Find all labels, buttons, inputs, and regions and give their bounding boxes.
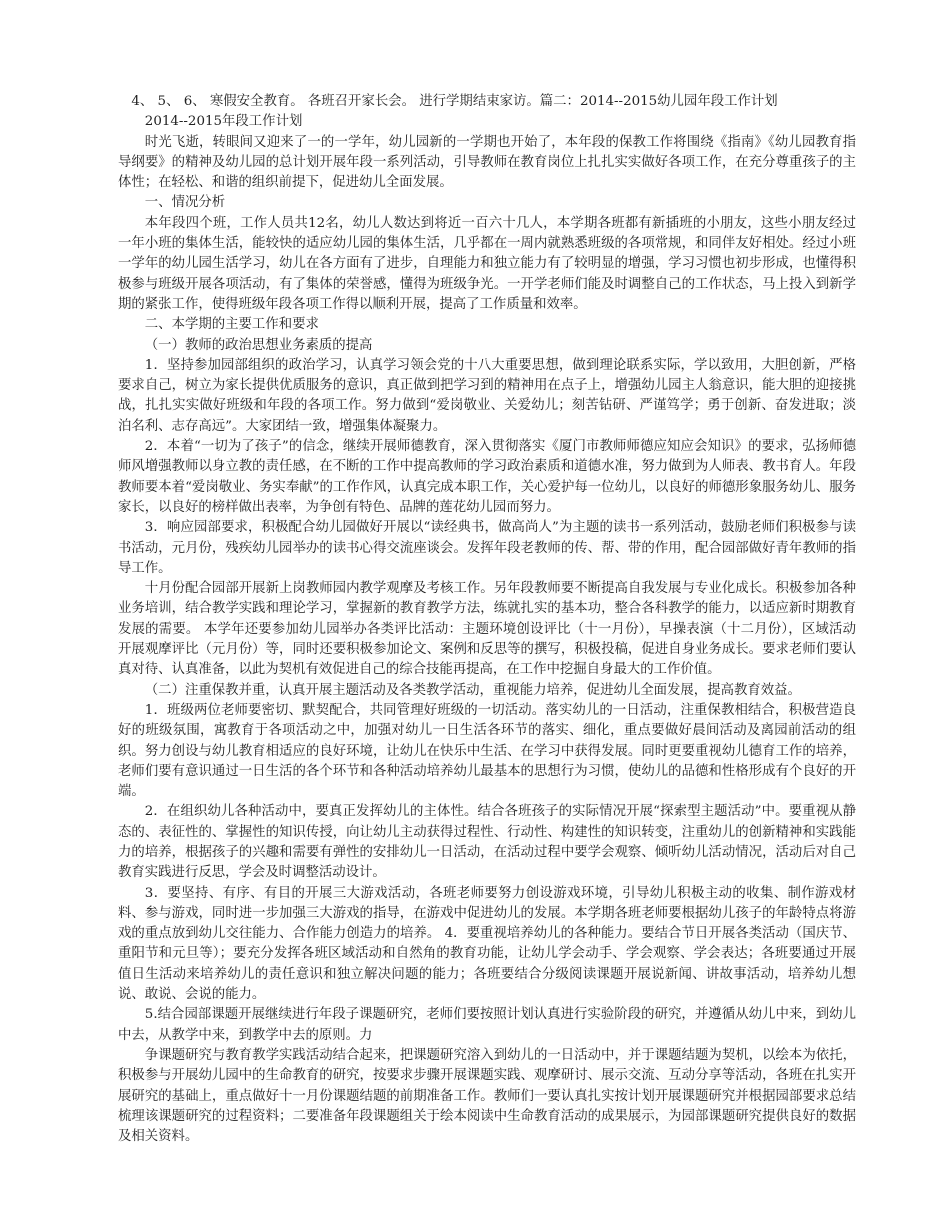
paragraph: 一、情况分析 xyxy=(144,195,226,211)
paragraph: 3．响应园部要求，积极配合幼儿园做好开展以“读经典书，做高尚人”为主题的读书一系列活动，鼓励老师们积极参与读书活动，元月份，残疾幼儿园举办的读书心得交流座谈会。发挥年段老教师的传、帮、带的作用，配合园部做好青年教师的指导工作。 xyxy=(118,520,856,576)
paragraph: 1．班级两位老师要密切、默契配合，共同管理好班级的一切活动。落实幼儿的一日活动，注重保教相结合，积极营造良好的班级氛围，寓教育于各项活动之中，加强对幼儿一日生活各环节的落实、细化，重点要做好晨间活动及离园前活动的组织。努力创设与幼儿教育相适应的良好环境，让幼儿在快乐中生活、在学习中获得发展。同时更要重视幼儿德育工作的培养，老师们要有意识通过一日生活的各个环节和各种活动培养幼儿最基本的思想行为习惯，使幼儿的品德和性格形成有个良好的开端。 xyxy=(118,702,856,800)
paragraph: 2．在组织幼儿各种活动中，要真正发挥幼儿的主体性。结合各班孩子的实际情况开展“探索型主题活动”中。要重视从静态的、表征性的、掌握性的知识传授，向让幼儿主动获得过程性、行动性、构建性的知识转变，注重幼儿的创新精神和实践能力的培养，根据孩子的兴趣和需要有弹性的安排幼儿一日活动，在活动过程中要学会观察、倾听幼儿活动情况，活动后对自己教育实践进行反思，学会及时调整活动设计。 xyxy=(118,804,856,881)
paragraph: 2．本着“一切为了孩子”的信念，继续开展师德教育，深入贯彻落实《厦门市教师师德应知应会知识》的要求，弘扬师德师风增强教师以身立教的责任感，在不断的工作中提高教师的学习政治素质和道德水准，努力做到为人师表、教书育人。年段教师要本着“爱岗敬业、务实奉献”的工作作风，认真完成本职工作，关心爱护每一位幼儿，以良好的师德形象服务幼儿、服务家长，以良好的榜样做出表率，为争创有特色、品牌的莲花幼儿园而努力。 xyxy=(118,439,856,515)
paragraph: 十月份配合园部开展新上岗教师园内教学观摩及考核工作。另年段教师要不断提高自我发展与专业化成长。积极参加各种业务培训，结合教学实践和理论学习，掌握新的教育教学方法，练就扎实的基本功，整合各科教学的能力，以适应新时期教育发展的需要。 本学年还要参加幼儿园举办各类评比活动：主题环境创设评比（十一月份），早操表演（十二月份），区域活动开展观摩评比（元月份）等，同时还要积极参加论文、案例和反思等的撰写，积极投稿，促进自身业务成长。要求老师们要认真对待、认真准备，以此为契机有效促进自己的综合技能再提高，在工作中挖掘自身最大的工作价值。 xyxy=(118,581,856,678)
paragraph: 本年段四个班，工作人员共12名，幼儿人数达到将近一百六十几人，本学期各班都有新插班的小朋友，这些小朋友经过一年小班的集体生活，能较快的适应幼儿园的集体生活，几乎都在一周内就熟悉班级的各项常规，和同伴友好相处。经过小班一学年的幼儿园生活学习，幼儿在各方面有了进步，自理能力和独立能力有了较明显的增强，学习习惯也初步形成，也懂得积极参与班级开展各项活动，有了集体的荣誉感，懂得为班级争光。一开学老师们能及时调整自己的工作状态，马上投入到新学期的紧张工作，使得班级年段各项工作得以顺利开展，提高了工作质量和效率。 xyxy=(118,215,856,312)
paragraph: 1．坚持参加园部组织的政治学习，认真学习领会党的十八大重要思想，做到理论联系实际，学以致用，大胆创新，严格要求自己，树立为家长提供优质服务的意识，真正做到把学习到的精神用在点子上，增强幼儿园主人翁意识，能大胆的迎接挑战，扎扎实实做好班级和年段的各项工作。努力做到“爱岗敬业、关爱幼儿；刻苦钻研、严谨笃学；勇于创新、奋发进取；淡泊名利、志存高远”。大家团结一致，增强集体凝聚力。 xyxy=(118,357,856,434)
paragraph: （二）注重保教并重，认真开展主题活动及各类教学活动，重视能力培养，促进幼儿全面发展，提高教育效益。 xyxy=(144,682,801,698)
paragraph: 时光飞逝，转眼间又迎来了一的一学年，幼儿园新的一学期也开始了，本年段的保教工作将围绕《指南》《幼儿园教育指导纲要》的精神及幼儿园的总计划开展年段一系列活动，引导教师在教育岗位上扎扎实实做好各项工作，在充分尊重孩子的主体性；在轻松、和谐的组织前提下，促进幼儿全面发展。 xyxy=(118,134,856,191)
paragraph: 4、 5、 6、 寒假安全教育。 各班召开家长会。 进行学期结束家访。篇二：2014--2015幼儿园年段工作计划 xyxy=(131,94,778,109)
paragraph: 2014--2015年段工作计划 xyxy=(144,114,303,130)
paragraph: 争课题研究与教育教学实践活动结合起来，把课题研究溶入到幼儿的一日活动中，并于课题结题为契机，以绘本为依托，积极参与开展幼儿园中的生命教育的研究，按要求步骤开展课题实践、观摩研讨、展示交流、互动分享等活动，各班在扎实开展研究的基础上，重点做好十一月份课题结题的前期准备工作。教师们一要认真扎实按计划开展课题研究并根据园部要求总结梳理该课题研究的过程资料；二要准备年段课题组关于绘本阅读中生命教育活动的成果展示，为园部课题研究提供良好的数据及相关资料。 xyxy=(118,1047,856,1145)
document-body xyxy=(118,92,856,1147)
paragraph: （一）教师的政治思想业务素质的提高 xyxy=(144,337,373,353)
paragraph: 二、本学期的主要工作和要求 xyxy=(144,317,319,333)
paragraph: 3．要坚持、有序、有目的开展三大游戏活动，各班老师要努力创设游戏环境，引导幼儿积极主动的收集、制作游戏材料、参与游戏，同时进一步加强三大游戏的指导，在游戏中促进幼儿的发展。本学期各班老师要根据幼儿孩子的年龄特点将游戏的重点放到幼儿交往能力、合作能力创造力的培养。 4．要重视培养幼儿的各种能力。要结合节日开展各类活动（国庆节、重阳节和元旦等）；要充分发挥各班区域活动和自然角的教育功能，让幼儿学会动手、学会观察、学会表达；各班要通过开展值日生活动来培养幼儿的责任意识和独立解决问题的能力；各班要结合分级阅读课题开展说新闻、讲故事活动，培养幼儿想说、敢说、会说的能力。 xyxy=(118,885,856,1003)
paragraph: 5.结合园部课题开展继续进行年段子课题研究，老师们要按照计划认真进行实验阶段的研究，并遵循从幼儿中来，到幼儿中去，从教学中来，到教学中去的原则。力 xyxy=(118,1007,856,1043)
